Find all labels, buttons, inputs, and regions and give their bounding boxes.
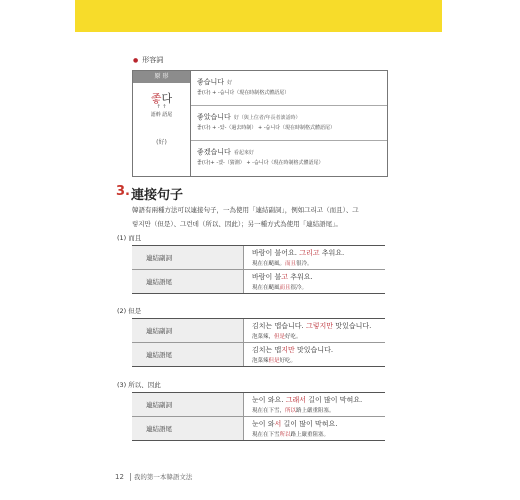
- table-row: [132, 343, 385, 366]
- header-color-bar: [75, 0, 442, 32]
- table-row: [132, 393, 385, 417]
- group-subtitle: (2) 但是: [117, 307, 142, 315]
- conjugation-note: 好: [227, 80, 233, 86]
- connector-type-label: 連結語尾: [132, 270, 244, 293]
- connector-type-label: 連結副詞: [132, 319, 244, 342]
- book-title: 我的第一本韓語文法: [133, 473, 193, 481]
- bullet-icon: ●: [133, 57, 139, 64]
- example-cell: [244, 246, 385, 269]
- chinese-translation: 現在在颳風。而且很冷。: [252, 261, 313, 267]
- conjugation-row: [191, 141, 387, 175]
- table-row: [132, 246, 385, 270]
- korean-sentence: 바람이 불고 추워요.: [252, 273, 313, 281]
- example-cell: [244, 343, 385, 366]
- conjugation-word: 좋습니다: [197, 78, 225, 86]
- adjective-heading: [133, 55, 163, 65]
- connector-type-label: 連結副詞: [132, 246, 244, 269]
- korean-sentence: 바람이 불어요. 그리고 추워요.: [252, 249, 345, 257]
- example-cell: [244, 270, 385, 293]
- footer-divider: [130, 473, 131, 481]
- conjugation-row: [191, 71, 387, 106]
- example-cell: [244, 319, 385, 342]
- base-form-panel: [133, 71, 191, 176]
- korean-sentence: 김치는 맵지만 맛있습니다.: [252, 346, 334, 354]
- ending-label: 語尾: [162, 112, 173, 118]
- table-row: [132, 417, 385, 440]
- conjugation-word: 좋겠습니다: [197, 148, 231, 156]
- connector-type-label: 連結語尾: [132, 343, 244, 366]
- connector-type-label: 連結副詞: [132, 393, 244, 416]
- chinese-translation: 泡菜辣但是好吃。: [252, 358, 297, 364]
- example-table: [132, 245, 385, 294]
- section-intro: [132, 203, 402, 231]
- stem-ending-labels: [133, 111, 190, 118]
- base-form-meaning: (好): [156, 139, 167, 146]
- conjugation-note: 好（與上位者/年長者談話時）: [233, 115, 301, 121]
- verb-stem: 좋: [150, 92, 162, 105]
- base-form-header: 原 形: [133, 71, 190, 83]
- stem-label: 語幹: [150, 112, 161, 118]
- korean-sentence: 눈이 와요. 그래서 길이 많이 막혀요.: [252, 396, 363, 404]
- example-cell: [244, 417, 385, 440]
- conjugation-formula: 좋(다)+ -겠-（猜測） + -습니다（現在時制格式體語尾）: [197, 160, 324, 166]
- conjugation-formula: 좋(다) + -습니다（現在時制格式體語尾）: [197, 90, 290, 96]
- intro-line: 韓語有兩種方法可以連接句子，一為使用「連結副詞」，例如그리고（而且）、그: [132, 206, 359, 214]
- section-title: 連接句子: [131, 188, 184, 203]
- group-subtitle: (3) 所以、因此: [117, 381, 161, 389]
- page-number: 12: [115, 473, 124, 481]
- conjugation-note: 看起來好: [233, 150, 254, 156]
- chinese-translation: 現在在颳風而且很冷。: [252, 285, 308, 291]
- chinese-translation: 現在在下雪所以路上嚴重阻塞。: [252, 432, 330, 438]
- table-row: [132, 319, 385, 343]
- conjugation-row: [191, 106, 387, 141]
- page-footer: [115, 472, 192, 481]
- example-cell: [244, 393, 385, 416]
- adjective-title: 形容詞: [142, 56, 164, 64]
- intro-line: 렇지만（但是）、그런데（所以、因此）；另一種方式為使用「連結語尾」。: [132, 220, 342, 228]
- table-row: [132, 270, 385, 293]
- korean-sentence: 김치는 맵습니다. 그렇지만 맛있습니다.: [252, 322, 372, 330]
- up-arrows-icon: ↑ ↑: [156, 104, 167, 110]
- example-table: [132, 318, 385, 367]
- section-number: 3.: [116, 184, 130, 199]
- chinese-translation: 泡菜辣，但是好吃。: [252, 334, 302, 340]
- group-subtitle: (1) 而且: [117, 234, 142, 242]
- verb-ending: 다: [161, 92, 173, 105]
- chinese-translation: 現在在下雪，所以路上嚴重阻塞。: [252, 408, 335, 414]
- adjective-table: [132, 70, 388, 177]
- conjugation-word: 좋았습니다: [197, 113, 231, 121]
- connector-type-label: 連結語尾: [132, 417, 244, 440]
- conjugation-formula: 좋(다) + -았-（過去時制） + -습니다（現在時制格式體語尾）: [197, 125, 336, 131]
- korean-sentence: 눈이 와서 길이 많이 막혀요.: [252, 420, 338, 428]
- example-table: [132, 392, 385, 441]
